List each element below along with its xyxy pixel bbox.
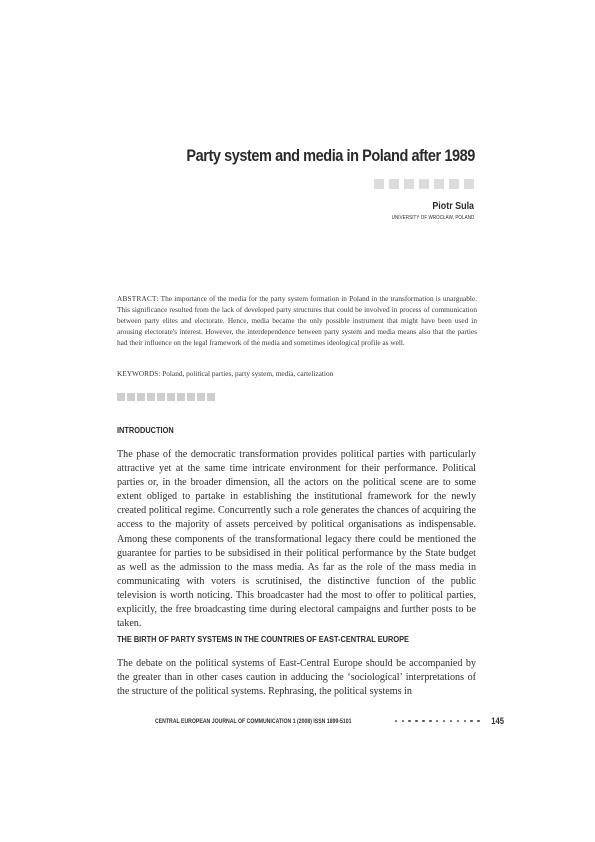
dot	[470, 720, 472, 722]
author-affiliation: UNIVERSITY OF WROCŁAW, POLAND	[391, 215, 474, 221]
decoration-square	[167, 393, 175, 401]
decoration-square	[374, 179, 384, 189]
decoration-square	[187, 393, 195, 401]
decoration-square	[117, 393, 125, 401]
decoration-square	[157, 393, 165, 401]
dot	[477, 720, 479, 722]
section-heading-introduction: INTRODUCTION	[117, 425, 174, 435]
section-heading-birth-of-party-systems: THE BIRTH OF PARTY SYSTEMS IN THE COUNTRIES OF EAST-CENTRAL EUROPE	[117, 634, 409, 644]
dot	[395, 720, 397, 722]
section-body-introduction: The phase of the democratic transformation provides political parties with particularly attractive yet at the same time intricate environment for their performance. Political parties or, in the broader dimension, all the actors on the political scene are to some extent obliged to partake in establishing the institutional framework for the newly created political regime. Concurrently such a role generates the chances of acquiring the access to the majority of assets perceived by political organisations as indispensable. Among these components of the transformational legacy there could be mentioned the guarantee for parties to be subsidised in their political performance by the State budget as well as the admission to the mass media. As far as the role of the mass media in communicating with voters is scrutinised, the distinctive function of the public television is worth noticing. This broadcaster had the most to offer to political parties, explicitly, the free broadcasting time during electoral campaigns and further posts to be taken.	[117, 449, 476, 630]
dot	[443, 720, 445, 722]
decoration-square	[419, 179, 429, 189]
dot	[402, 720, 404, 722]
section-body-birth-of-party-systems: The debate on the political systems of East-Central Europe should be accompanied by the greater than in other cases caution in adducing the ‘sociological’ interpretations of the structure of the political systems. Rephrasing, the political systems in	[117, 658, 476, 698]
journal-citation: CENTRAL EUROPEAN JOURNAL OF COMMUNICATION 1 (2008) ISSN 1899-5101	[155, 717, 352, 725]
abstract-label: ABSTRACT:	[117, 294, 159, 303]
dot	[457, 720, 459, 722]
dot	[464, 720, 466, 722]
abstract-text: The importance of the media for the party system formation in Poland in the transformation is unarguable. This significance resulted from the lack of developed party structures that could be involved in process of communication between party elites and electorate. Hence, media became the only possible instrument that might have been used in arousing electorate's interest. However, the interdependence between party system and media means also that the parties had their influence on the legal framework of the media and sometimes ideological profile as well.	[117, 294, 477, 347]
keywords-text: Poland, political parties, party system, media, cartelization	[162, 369, 334, 378]
decoration-square	[177, 393, 185, 401]
dot	[429, 720, 431, 722]
author-name: Piotr Sula	[432, 200, 474, 212]
dot	[408, 720, 410, 722]
decoration-square	[404, 179, 414, 189]
page-number: 145	[491, 716, 504, 726]
decoration-square	[197, 393, 205, 401]
section-separator-squares	[117, 393, 215, 401]
dot	[422, 720, 424, 722]
title-decoration-squares	[374, 179, 474, 189]
keywords	[117, 368, 477, 379]
decoration-square	[147, 393, 155, 401]
decoration-square	[464, 179, 474, 189]
keywords-label: KEYWORDS:	[117, 369, 161, 378]
abstract	[117, 293, 477, 348]
article-title: Party system and media in Poland after 1989	[186, 147, 475, 165]
page-footer	[155, 716, 504, 726]
dot	[415, 720, 417, 722]
decoration-square	[137, 393, 145, 401]
decoration-square	[207, 393, 215, 401]
footer-dot-leader	[395, 720, 480, 722]
dot	[436, 720, 438, 722]
dot	[450, 720, 452, 722]
decoration-square	[127, 393, 135, 401]
decoration-square	[449, 179, 459, 189]
decoration-square	[434, 179, 444, 189]
decoration-square	[389, 179, 399, 189]
